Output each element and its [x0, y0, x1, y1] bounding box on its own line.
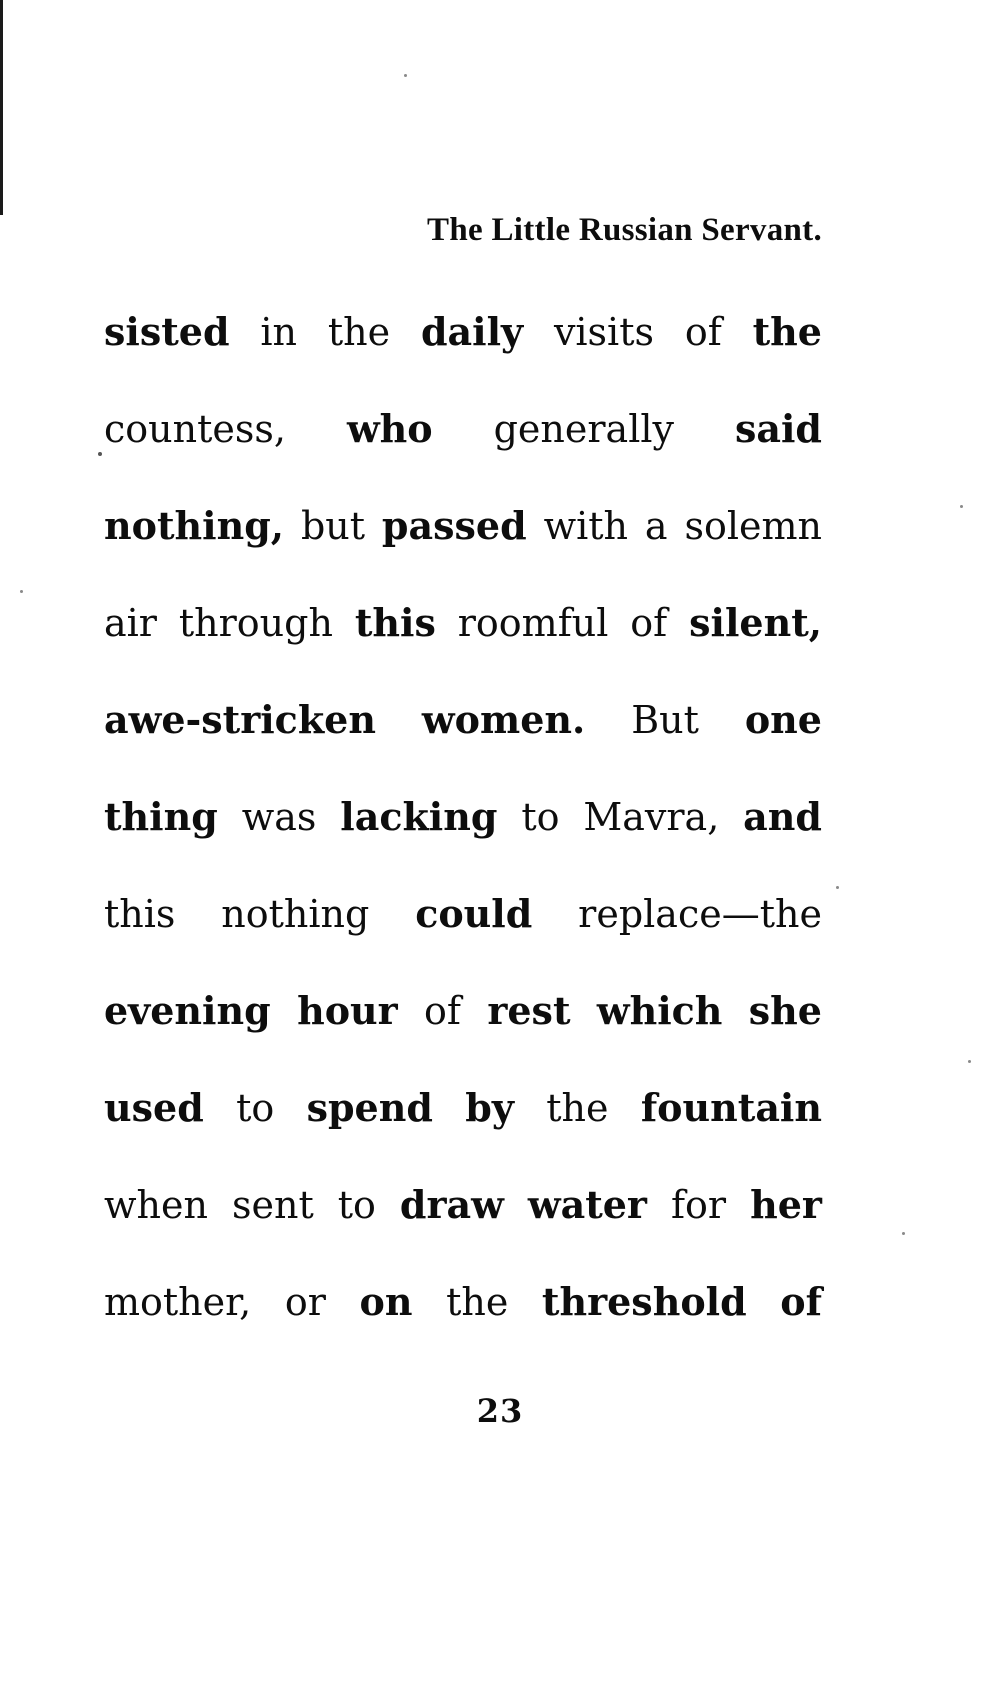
- scan-edge-shadow: [0, 0, 3, 215]
- running-head: The Little Russian Servant.: [427, 212, 822, 248]
- word: sent: [231, 1183, 314, 1227]
- word: could: [415, 891, 533, 936]
- word: thing: [104, 794, 218, 839]
- word: air: [104, 601, 157, 645]
- word: to: [521, 795, 560, 839]
- word: to: [236, 1086, 275, 1130]
- word: was: [241, 795, 317, 839]
- word: the: [546, 1086, 609, 1130]
- text-line: [104, 979, 822, 1076]
- paper-speck: [960, 505, 963, 508]
- paper-speck: [404, 74, 407, 77]
- word: one: [744, 697, 822, 742]
- text-line: [104, 882, 822, 979]
- word: nothing: [221, 892, 370, 936]
- text-line: [104, 591, 822, 688]
- word: the: [327, 310, 391, 354]
- text-line: [104, 494, 822, 591]
- paper-speck: [968, 1060, 971, 1063]
- paper-speck: [98, 452, 102, 456]
- word: rest: [487, 988, 571, 1033]
- word: sisted: [104, 309, 230, 354]
- word: through: [178, 601, 333, 645]
- word: generally: [493, 407, 674, 451]
- body-text: [104, 300, 822, 1367]
- word: silent,: [689, 600, 822, 645]
- word: this: [104, 892, 176, 936]
- word: replace—the: [578, 892, 822, 936]
- word: who: [346, 406, 433, 451]
- word: lacking: [340, 794, 498, 839]
- word: awe-stricken: [104, 697, 376, 742]
- paper-speck: [836, 886, 839, 889]
- text-line: [104, 1270, 822, 1367]
- word: but: [300, 504, 366, 548]
- word: roomful: [457, 601, 609, 645]
- word: threshold: [541, 1279, 747, 1324]
- word: spend: [306, 1085, 433, 1130]
- word: with: [543, 504, 628, 548]
- word: which: [596, 988, 723, 1033]
- word: the: [446, 1280, 509, 1324]
- word: hour: [297, 988, 398, 1033]
- word: women.: [421, 697, 586, 742]
- word: a: [644, 504, 668, 548]
- text-line: [104, 300, 822, 397]
- word: of: [684, 310, 722, 354]
- word: draw: [399, 1182, 504, 1227]
- paper-speck: [902, 1232, 905, 1235]
- page-number: 23: [476, 1392, 524, 1430]
- text-line: [104, 397, 822, 494]
- word: water: [527, 1182, 647, 1227]
- word: But: [631, 698, 699, 742]
- word: of: [630, 601, 668, 645]
- word: to: [337, 1183, 376, 1227]
- word: for: [670, 1183, 727, 1227]
- word: Mavra,: [583, 795, 720, 839]
- word: visits: [553, 310, 654, 354]
- word: said: [734, 406, 822, 451]
- word: nothing,: [104, 503, 285, 548]
- word: passed: [381, 503, 527, 548]
- word: when: [104, 1183, 208, 1227]
- word: or: [284, 1280, 326, 1324]
- word: the: [752, 309, 822, 354]
- text-line: [104, 785, 822, 882]
- word: used: [104, 1085, 204, 1130]
- paper-speck: [20, 590, 23, 593]
- word: solemn: [684, 504, 822, 548]
- text-line: [104, 1076, 822, 1173]
- word: evening: [104, 988, 271, 1033]
- text-line: [104, 1173, 822, 1270]
- word: mother,: [104, 1280, 252, 1324]
- word: of: [424, 989, 461, 1033]
- word: by: [465, 1085, 514, 1130]
- word: on: [359, 1279, 413, 1324]
- word: and: [743, 794, 822, 839]
- word: she: [748, 988, 822, 1033]
- word: of: [780, 1279, 822, 1324]
- word: daily: [420, 309, 524, 354]
- word: this: [354, 600, 436, 645]
- word: her: [750, 1182, 822, 1227]
- text-line: [104, 688, 822, 785]
- word: fountain: [640, 1085, 822, 1130]
- word: countess,: [104, 407, 286, 451]
- word: in: [260, 310, 298, 354]
